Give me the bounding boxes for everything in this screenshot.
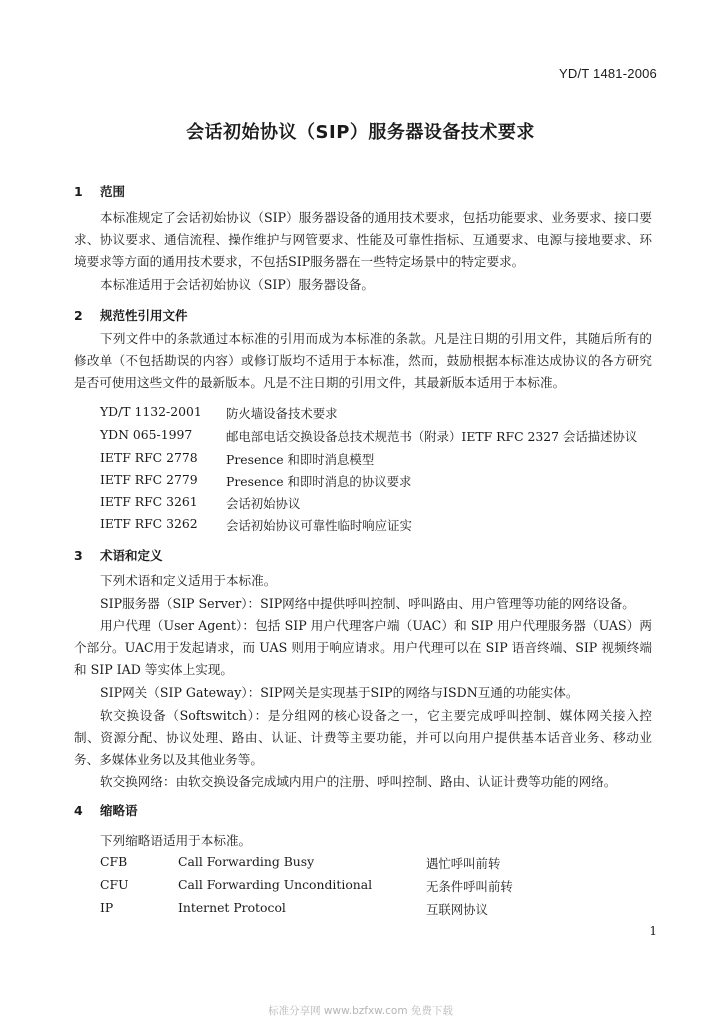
abbreviation: CFB [100, 854, 128, 869]
paragraph: 下列文件中的条款通过本标准的引用而成为本标准的条款。凡是注日期的引用文件，其随后所有的修改单（不包括勘误的内容）或修订版均不适用于本标准，然而，鼓励根据本标准达成协议的各方研究是否可使用这些文件的最新版本。凡是不注日期的引用文件，其最新版本适用于本标准。 [74, 331, 652, 390]
reference-code: IETF RFC 3261 [100, 494, 198, 509]
reference-title: 邮电部电话交换设备总技术规范书（附录）IETF RFC 2327 会话描述协议 [226, 429, 638, 444]
abbreviation-chinese: 互联网协议 [426, 902, 488, 917]
abbreviation-english: Internet Protocol [178, 900, 286, 915]
reference-title: 防火墙设备技术要求 [226, 406, 338, 421]
paragraph: 软交换设备（Softswitch）：是分组网的核心设备之一，它主要完成呼叫控制、媒体网关接入控制、资源分配、协议处理、路由、认证、计费等主要功能，并可以向用户提供基本话音业务、移动业务、多媒体业务以及其他业务等。 [74, 708, 652, 767]
abbreviation-english: Call Forwarding Unconditional [178, 877, 373, 892]
paragraph: SIP网关（SIP Gateway）：SIP网关是实现基于SIP的网络与ISDN互通的功能实体。 [100, 685, 579, 700]
paragraph: 软交换网络：由软交换设备完成域内用户的注册、呼叫控制、路由、认证计费等功能的网络。 [100, 774, 617, 789]
section-title: 规范性引用文件 [100, 308, 188, 323]
section-title: 范围 [100, 184, 126, 199]
page-title: 会话初始协议（SIP）服务器设备技术要求 [186, 122, 535, 143]
paragraph: 本标准规定了会话初始协议（SIP）服务器设备的通用技术要求，包括功能要求、业务要求、接口要求、协议要求、通信流程、操作维护与网管要求、性能及可靠性指标、互通要求、电源与接地要求、环境要求等方面的通用技术要求，不包括SIP服务器在一些特定场景中的特定要求。 [74, 210, 652, 269]
paragraph: 下列术语和定义适用于本标准。 [100, 573, 277, 588]
section-number: 1 [74, 184, 83, 199]
section-heading [74, 306, 188, 324]
reference-code: IETF RFC 2778 [100, 450, 198, 465]
reference-title: Presence 和即时消息模型 [226, 452, 375, 467]
section-title: 术语和定义 [100, 548, 163, 563]
page-number: 1 [649, 924, 657, 938]
section-heading [74, 546, 163, 564]
paragraph: 用户代理（User Agent）：包括 SIP 用户代理客户端（UAC）和 SIP 用户代理服务器（UAS）两个部分。UAC用于发起请求，而 UAS 则用于响应请求。用户代理可以在 SIP 语音终端、SIP 视频终端和 SIP IAD 等实体上实现。 [74, 618, 652, 677]
reference-title: 会话初始协议可靠性临时响应证实 [226, 518, 412, 533]
reference-code: YD/T 1132-2001 [100, 404, 202, 419]
reference-code: IETF RFC 3262 [100, 516, 198, 531]
abbreviation-chinese: 遇忙呼叫前转 [426, 856, 501, 871]
paragraph: 下列缩略语适用于本标准。 [100, 833, 252, 848]
reference-code: YDN 065-1997 [100, 427, 193, 442]
abbreviation: CFU [100, 877, 129, 892]
footer-watermark: 标准分享网 www.bzfxw.com 免费下载 [268, 1005, 453, 1017]
section-number: 4 [74, 803, 83, 818]
section-heading [74, 801, 138, 819]
reference-title: 会话初始协议 [226, 496, 301, 511]
abbreviation: IP [100, 900, 114, 915]
reference-code: IETF RFC 2779 [100, 472, 198, 487]
section-number: 2 [74, 308, 83, 323]
reference-title: Presence 和即时消息的协议要求 [226, 474, 412, 489]
section-number: 3 [74, 548, 83, 563]
paragraph: SIP服务器（SIP Server）：SIP网络中提供呼叫控制、呼叫路由、用户管理等功能的网络设备。 [100, 596, 635, 611]
abbreviation-english: Call Forwarding Busy [178, 854, 315, 869]
paragraph: 本标准适用于会话初始协议（SIP）服务器设备。 [100, 277, 374, 292]
section-title: 缩略语 [100, 803, 138, 818]
abbreviation-chinese: 无条件呼叫前转 [426, 879, 513, 894]
standard-code: YD/T 1481-2006 [559, 66, 657, 81]
section-heading [74, 182, 125, 200]
